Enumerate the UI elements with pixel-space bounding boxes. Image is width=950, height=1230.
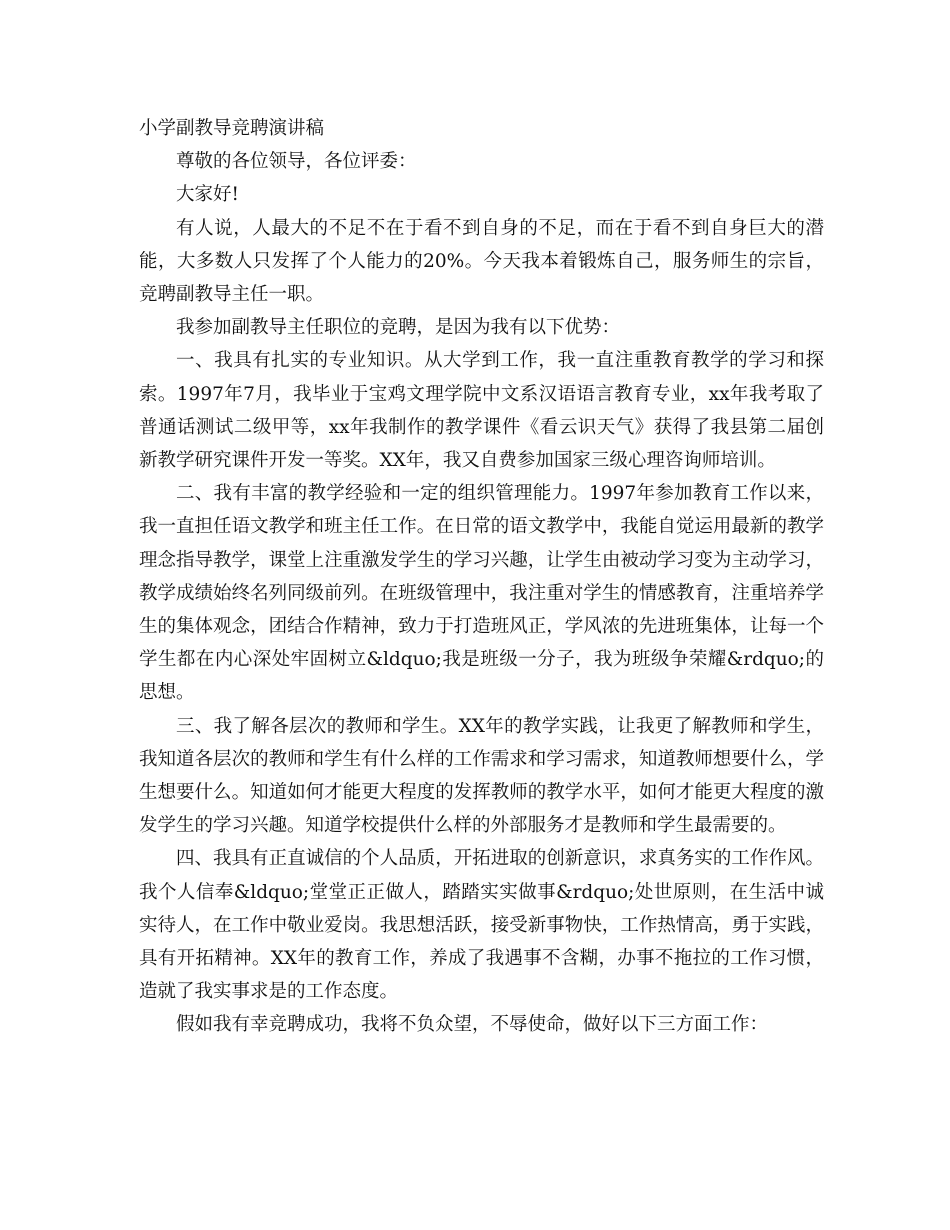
paragraph-advantage-4: 四、我具有正直诚信的个人品质，开拓进取的创新意识，求真务实的工作作风。我个人信奉&ldquo;堂堂正正做人，踏踏实实做事&rdquo;处世原则，在生活中诚实待人，在工作中敬业爱岗。我思想活跃，接受新事物快，工作热情高，勇于实践，具有开拓精神。XX年的教育工作，养成了我遇事不含糊，办事不拖拉的工作习惯，造就了我实事求是的工作态度。 [139, 848, 824, 1003]
document-body [139, 112, 824, 1042]
paragraph-advantage-1: 一、我具有扎实的专业知识。从大学到工作，我一直注重教育教学的学习和探索。1997年7月，我毕业于宝鸡文理学院中文系汉语语言教育专业，xx年我考取了普通话测试二级甲等，xx年我制作的教学课件《看云识天气》获得了我县第二届创新教学研究课件开发一等奖。XX年，我又自费参加国家三级心理咨询师培训。 [139, 350, 824, 472]
paragraph-intro: 有人说，人最大的不足不在于看不到自身的不足，而在于看不到自身巨大的潜能，大多数人只发挥了个人能力的20%。今天我本着锻炼自己，服务师生的宗旨，竞聘副教导主任一职。 [139, 217, 824, 306]
paragraph-advantages-intro: 我参加副教导主任职位的竞聘，是因为我有以下优势： [176, 317, 621, 339]
document-title: 小学副教导竞聘演讲稿 [139, 118, 325, 139]
paragraph-plan-intro: 假如我有幸竞聘成功，我将不负众望，不辱使命，做好以下三方面工作： [176, 1014, 769, 1036]
paragraph-advantage-3: 三、我了解各层次的教师和学生。XX年的教学实践，让我更了解教师和学生，我知道各层次的教师和学生有什么样的工作需求和学习需求，知道教师想要什么，学生想要什么。知道如何才能更大程度的发挥教师的教学水平，如何才能更大程度的激发学生的学习兴趣。知道学校提供什么样的外部服务才是教师和学生最需要的。 [139, 715, 824, 837]
paragraph-greeting: 大家好! [176, 184, 239, 206]
paragraph-salutation: 尊敬的各位领导，各位评委： [176, 151, 417, 173]
paragraph-advantage-2: 二、我有丰富的教学经验和一定的组织管理能力。1997年参加教育工作以来，我一直担任语文教学和班主任工作。在日常的语文教学中，我能自觉运用最新的教学理念指导教学，课堂上注重激发学生的学习兴趣，让学生由被动学习变为主动学习，教学成绩始终名列同级前列。在班级管理中，我注重对学生的情感教育，注重培养学生的集体观念，团结合作精神，致力于打造班风正，学风浓的先进班集体，让每一个学生都在内心深处牢固树立&ldquo;我是班级一分子，我为班级争荣耀&rdquo;的思想。 [139, 483, 824, 704]
